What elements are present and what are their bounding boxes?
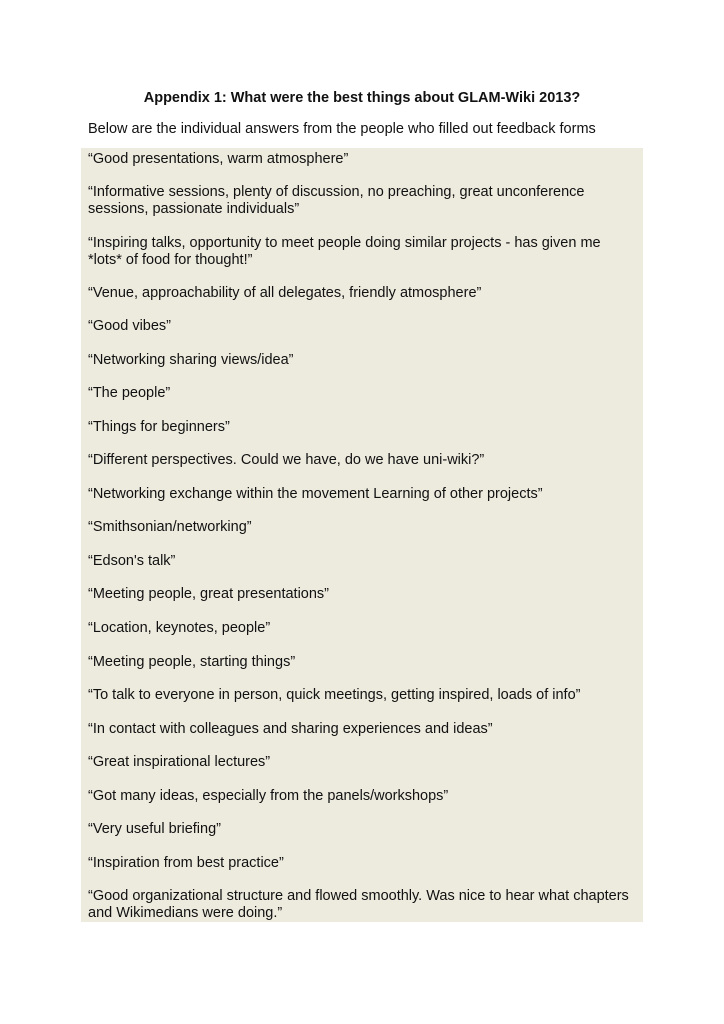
answer-item: “Good vibes” bbox=[88, 318, 172, 334]
answer-item: “Inspiration from best practice” bbox=[88, 855, 284, 871]
answer-item: “Edson's talk” bbox=[88, 553, 176, 569]
answer-item: “Different perspectives. Could we have, do we have uni-wiki?” bbox=[88, 452, 485, 468]
answer-item: “Networking exchange within the movement Learning of other projects” bbox=[88, 486, 543, 502]
answer-item: “Location, keynotes, people” bbox=[88, 620, 271, 636]
answer-item: “Venue, approachability of all delegates, friendly atmosphere” bbox=[88, 285, 482, 301]
page-title: Appendix 1: What were the best things about GLAM-Wiki 2013? bbox=[143, 90, 581, 106]
answer-item: “Good presentations, warm atmosphere” bbox=[88, 151, 349, 167]
answer-item: “The people” bbox=[88, 385, 171, 401]
answer-item: “Smithsonian/networking” bbox=[88, 519, 252, 535]
intro-text: Below are the individual answers from the people who filled out feedback forms bbox=[88, 121, 596, 137]
answer-item: “Great inspirational lectures” bbox=[88, 754, 271, 770]
answer-item: “Good organizational structure and flowed smoothly. Was nice to hear what chapters and Wikimedians were doing.” bbox=[88, 888, 629, 921]
answer-item: “To talk to everyone in person, quick meetings, getting inspired, loads of info” bbox=[88, 687, 581, 703]
answer-item: “Informative sessions, plenty of discussion, no preaching, great unconference sessions, passionate individuals” bbox=[88, 184, 585, 217]
answer-item: “Meeting people, great presentations” bbox=[88, 586, 330, 602]
answer-item: “Things for beginners” bbox=[88, 419, 230, 435]
answer-item: “Meeting people, starting things” bbox=[88, 654, 296, 670]
answer-item: “In contact with colleagues and sharing experiences and ideas” bbox=[88, 721, 493, 737]
answer-item: “Got many ideas, especially from the panels/workshops” bbox=[88, 788, 449, 804]
answer-item: “Networking sharing views/idea” bbox=[88, 352, 294, 368]
answer-item: “Inspiring talks, opportunity to meet people doing similar projects - has given me *lots* of food for thought!” bbox=[88, 235, 601, 268]
answer-item: “Very useful briefing” bbox=[88, 821, 221, 837]
